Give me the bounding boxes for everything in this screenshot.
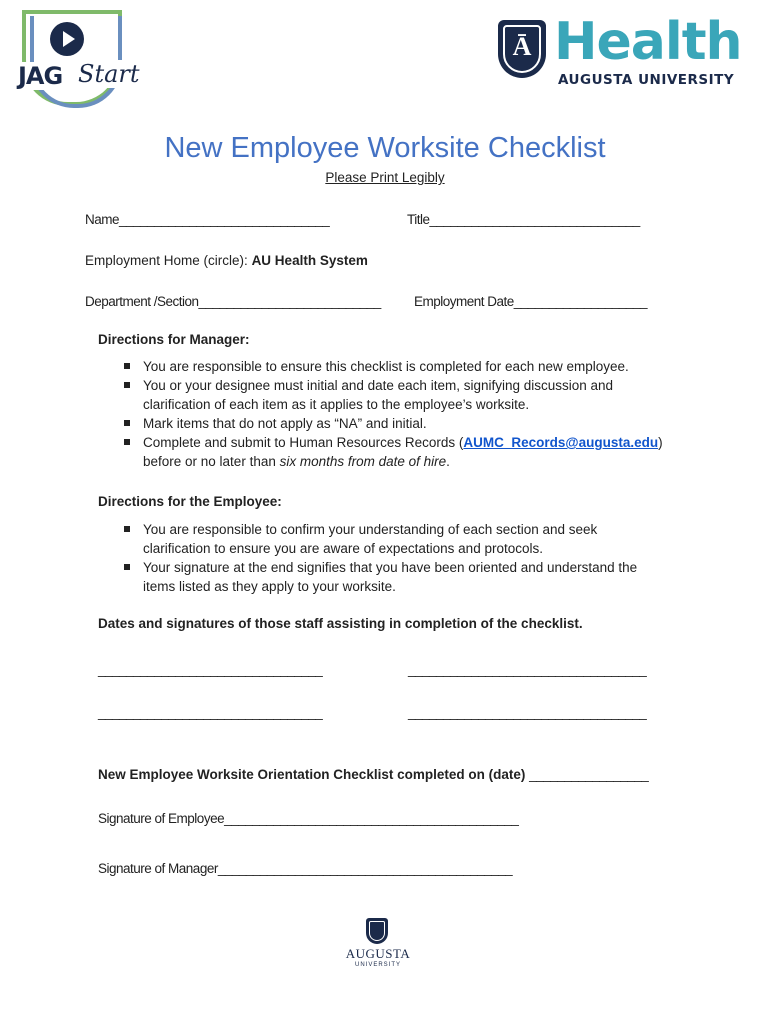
submit-suffix: ) — [658, 435, 663, 450]
manager-directions-heading: Directions for Manager: — [98, 332, 250, 347]
submit-prefix: Complete and submit to Human Resources Records ( — [143, 435, 464, 450]
submit-deadline: six months from date of hire — [279, 454, 447, 469]
augusta-emblem-icon — [366, 918, 388, 944]
manager-signature-field[interactable]: Signature of Manager__________________________________________ — [98, 861, 513, 876]
health-logo-subtitle: AUGUSTA UNIVERSITY — [558, 72, 735, 88]
manager-directions-list — [120, 357, 663, 471]
staff-signature-line-1-left[interactable]: ________________________________ — [98, 662, 323, 677]
list-item: Mark items that do not apply as “NA” and initial. — [120, 414, 663, 433]
completion-label: New Employee Worksite Orientation Checklist completed on (date) — [98, 767, 526, 782]
health-logo-word: Health — [554, 12, 742, 72]
department-field[interactable]: Department /Section__________________________ — [85, 294, 381, 309]
augusta-emblem-icon — [498, 20, 546, 78]
employment-home-value[interactable]: AU Health System — [251, 253, 368, 268]
jag-start-logo — [12, 10, 140, 110]
employee-directions-list — [120, 520, 663, 596]
completion-date-field[interactable]: _________________ — [529, 767, 649, 782]
employment-home-row — [85, 251, 368, 270]
employee-signature-field[interactable]: Signature of Employee__________________________________________ — [98, 811, 519, 826]
completion-row — [98, 765, 648, 784]
staff-signature-line-2-left[interactable]: ________________________________ — [98, 705, 323, 720]
employment-date-field[interactable]: Employment Date___________________ — [414, 294, 647, 309]
list-item: You are responsible to confirm your understanding of each section and seek clarification to ensure you are aware of expectations and protocols. — [120, 520, 663, 558]
records-email-link[interactable]: AUMC_Records@augusta.edu — [463, 435, 659, 450]
print-legibly-note: Please Print Legibly — [325, 170, 445, 185]
staff-signatures-heading: Dates and signatures of those staff assisting in completion of the checklist. — [98, 616, 583, 631]
footer-logo-subtitle: UNIVERSITY — [354, 962, 401, 968]
employment-home-label: Employment Home (circle): — [85, 253, 248, 268]
jag-logo-script: Start — [78, 60, 140, 88]
staff-signature-line-2-right[interactable]: __________________________________ — [408, 705, 647, 720]
list-item: You or your designee must initial and date each item, signifying discussion and clarification of each item as it applies to the employee’s worksite. — [120, 376, 663, 414]
title-field[interactable]: Title______________________________ — [407, 212, 640, 227]
document-title: New Employee Worksite Checklist — [164, 132, 606, 164]
footer-logo-name: AUGUSTA — [345, 946, 411, 961]
list-item: You are responsible to ensure this checklist is completed for each new employee. — [120, 357, 663, 376]
submit-line2-suffix: . — [446, 454, 450, 469]
staff-signature-line-1-right[interactable]: __________________________________ — [408, 662, 647, 677]
list-item: Your signature at the end signifies that you have been oriented and understand the items listed as they apply to your worksite. — [120, 558, 663, 596]
au-health-logo — [498, 12, 750, 98]
name-field[interactable]: Name______________________________ — [85, 212, 330, 227]
employee-directions-heading: Directions for the Employee: — [98, 494, 282, 509]
play-icon — [50, 22, 84, 56]
augusta-footer-logo — [340, 918, 416, 972]
submit-line2-prefix: before or no later than — [143, 454, 280, 469]
jag-logo-word: JAG — [18, 62, 63, 90]
list-item — [120, 433, 663, 471]
